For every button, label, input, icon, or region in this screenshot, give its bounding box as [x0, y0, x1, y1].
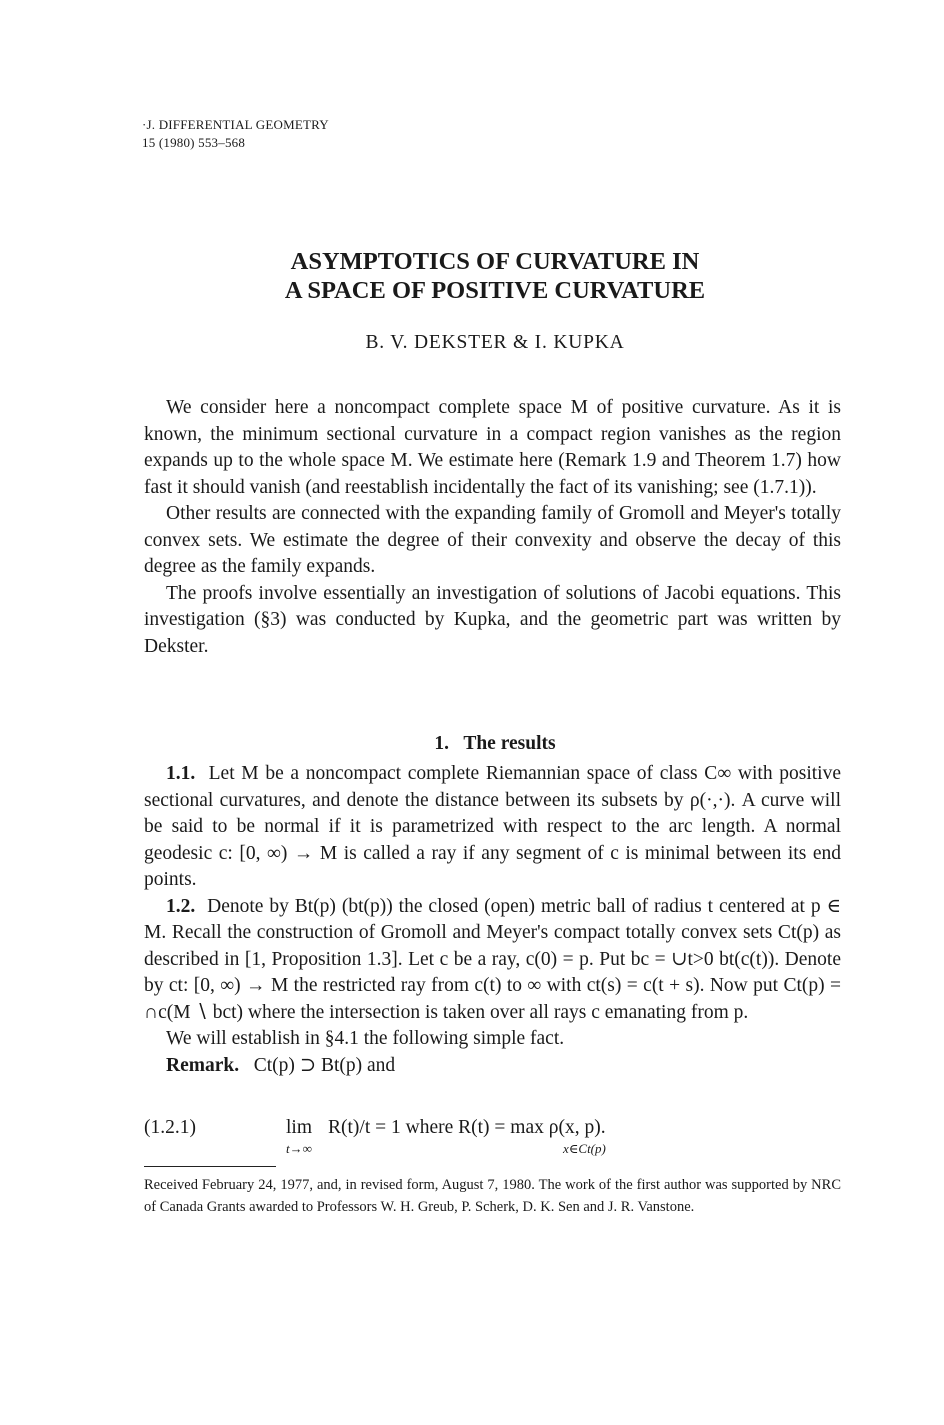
- equation-number: (1.2.1): [144, 1117, 196, 1138]
- footnote: Received February 24, 1977, and, in revised form, August 7, 1980. The work of the first author was supported by NRC of Canada Grants awarded to Professors W. H. Greub, P. Scherk, D. K. Sen and J. R. Vanstone.: [144, 1177, 841, 1215]
- section-heading: [0, 733, 944, 755]
- section-body: [144, 761, 841, 1079]
- paragraph-label: 1.2.: [166, 895, 196, 917]
- journal-name: ·J. DIFFERENTIAL GEOMETRY: [142, 117, 329, 132]
- equation-expression: R(t)/t = 1 where R(t) = max ρ(x, p).: [328, 1117, 606, 1138]
- paragraph-text: Denote by Bt(p) (bt(p)) the closed (open) metric ball of radius t centered at p ∈ M. Recall the construction of Gromoll and Meyer's compact totally convex sets Ct(p) as described in [1, Proposition 1.3]. Let c be a ray, c(0) = p. Put bc = ∪t>0 bt(c(t)). Denote by ct: [0, ∞) → M the restricted ray from c(t) to ∞ with ct(s) = c(t + s). Now put Ct(p) = ∩c(M ∖ bct) where the intersection is taken over all rays c emanating from p.: [144, 895, 841, 1023]
- abstract-paragraph: Other results are connected with the expanding family of Gromoll and Meyer's totally convex sets. We estimate the degree of their convexity and observe the decay of this degree as the family expands.: [144, 503, 841, 577]
- equation-lim-subscript: t→∞: [286, 1141, 312, 1156]
- equation-1-2-1: [144, 1117, 841, 1157]
- journal-volume: 15 (1980) 553–568: [142, 135, 246, 150]
- title-line-1: ASYMPTOTICS OF CURVATURE IN: [290, 248, 700, 275]
- paragraph-1-1: [144, 761, 841, 894]
- paragraph-label: 1.1.: [166, 763, 196, 784]
- section-title: The results: [463, 733, 556, 754]
- abstract-paragraph: We consider here a noncompact complete space M of positive curvature. As it is known, the minimum sectional curvature in a compact region vanishes as the region expands up to the whole space M. We estimate here (Remark 1.9 and Theorem 1.7) how fast it should vanish (and reestablish incidentally the fact of its vanishing; see (1.7.1)).: [144, 397, 841, 498]
- remark: [144, 1053, 841, 1080]
- paragraph-text: Let M be a noncompact complete Riemannian space of class C∞ with positive sectional curvatures, and denote the distance between its subsets by ρ(·,·). A curve will be said to be normal if it is parametrized with respect to the arc length. A normal geodesic c: [0, ∞) → M is called a ray if any segment of c is minimal between its end points.: [144, 763, 841, 890]
- abstract-paragraph: The proofs involve essentially an investigation of solutions of Jacobi equations. This investigation (§3) was conducted by Kupka, and the geometric part was written by Dekster.: [144, 582, 841, 657]
- journal-header: [142, 116, 329, 152]
- authors: B. V. DEKSTER & I. KUPKA: [365, 332, 625, 353]
- paper-title: [0, 247, 944, 305]
- footnote-divider: [144, 1166, 276, 1167]
- abstract: [144, 395, 841, 660]
- title-line-2: A SPACE OF POSITIVE CURVATURE: [284, 277, 706, 304]
- paragraph-1-2: [144, 894, 841, 1027]
- section-number: 1.: [434, 733, 450, 754]
- establish-sentence: We will establish in §4.1 the following simple fact.: [166, 1028, 565, 1049]
- remark-label: Remark.: [166, 1054, 240, 1076]
- remark-text: Ct(p) ⊃ Bt(p) and: [253, 1054, 396, 1076]
- equation-lim: lim: [286, 1117, 313, 1138]
- equation-max-subscript: x∈Ct(p): [563, 1141, 606, 1156]
